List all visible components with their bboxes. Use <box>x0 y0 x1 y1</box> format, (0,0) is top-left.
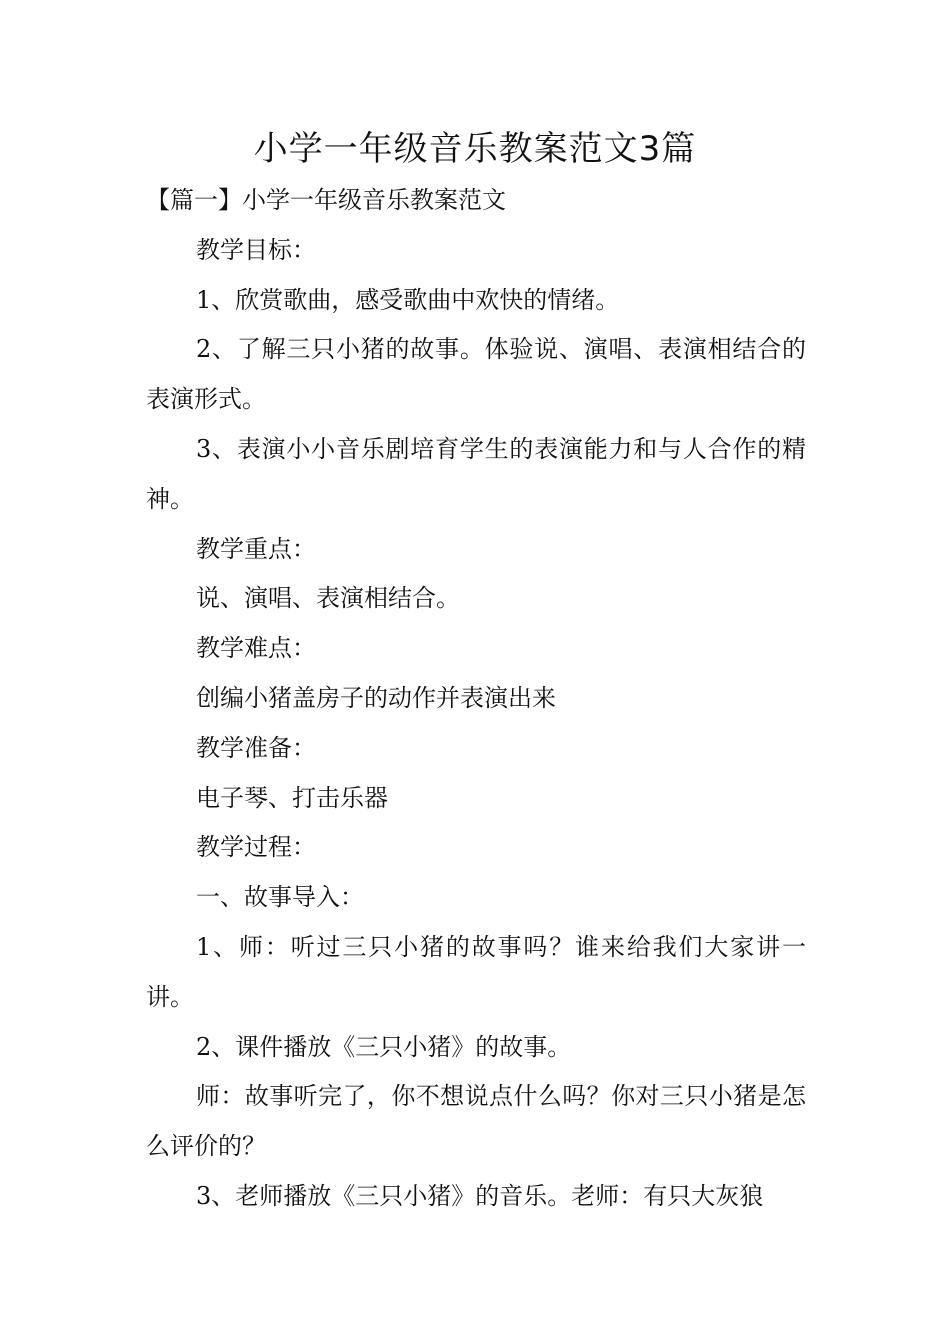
paragraph-teaching-goals: 教学目标： <box>196 235 316 264</box>
paragraph-goal-2: 2、了解三只小猪的故事。体验说、演唱、表演相结合的表演形式。 <box>146 335 806 414</box>
document-title: 小学一年级音乐教案范文3篇 <box>253 129 697 169</box>
paragraph-step-1: 1、师：听过三只小猪的故事吗？谁来给我们大家讲一讲。 <box>146 932 806 1011</box>
paragraph-step-2: 2、课件播放《三只小猪》的故事。 <box>196 1032 572 1061</box>
paragraph-difficulties-content: 创编小猪盖房子的动作并表演出来 <box>196 683 556 712</box>
section-heading: 【篇一】小学一年级音乐教案范文 <box>146 186 506 214</box>
paragraph-preparation: 教学准备： <box>196 733 316 762</box>
paragraph-goal-3: 3、表演小小音乐剧培育学生的表演能力和与人合作的精神。 <box>146 434 806 513</box>
paragraph-difficulties: 教学难点： <box>196 634 316 663</box>
paragraph-teacher-question: 师：故事听完了，你不想说点什么吗？你对三只小猪是怎么评价的？ <box>146 1082 806 1161</box>
paragraph-story-intro: 一、故事导入： <box>196 883 364 912</box>
document-body <box>146 176 806 1222</box>
paragraph-process: 教学过程： <box>196 833 316 862</box>
paragraph-goal-1: 1、欣赏歌曲，感受歌曲中欢快的情绪。 <box>196 285 620 314</box>
paragraph-key-points-content: 说、演唱、表演相结合。 <box>196 584 460 613</box>
paragraph-step-3: 3、老师播放《三只小猪》的音乐。老师：有只大灰狼 <box>196 1181 764 1210</box>
paragraph-key-points: 教学重点： <box>196 534 316 563</box>
paragraph-preparation-content: 电子琴、打击乐器 <box>196 783 388 812</box>
